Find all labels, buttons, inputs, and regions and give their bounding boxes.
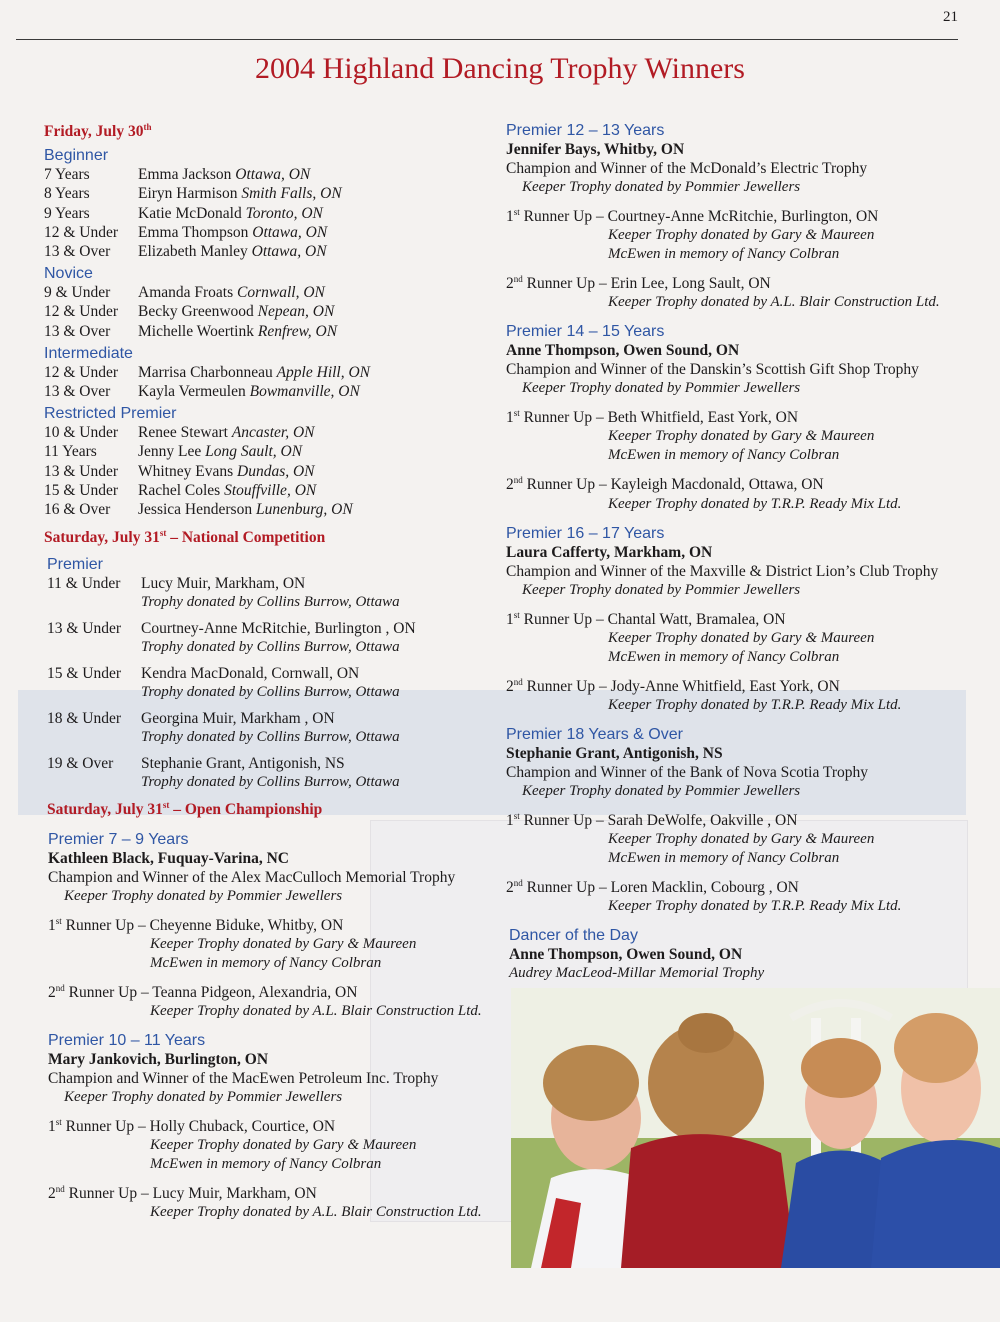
result-row (44, 382, 494, 401)
saturday-national-heading: Saturday, July 31st – National Competition (44, 528, 326, 547)
dancer-location: Ottawa, ON (251, 242, 327, 260)
result-row (44, 302, 494, 321)
dancer-name: Rachel Coles (138, 481, 221, 499)
runner-ordinal-suffix: st (55, 1116, 62, 1127)
runner-up-text: Runner Up – Kayleigh Macdonald, Ottawa, ON (522, 476, 824, 494)
runner-up-line (506, 270, 966, 293)
age-group: 8 Years (44, 185, 90, 203)
national-entries (47, 574, 494, 792)
runner-ordinal-suffix: nd (55, 982, 65, 993)
runner-trophy-note: Keeper Trophy donated by Gary & Maureen (608, 831, 875, 848)
national-entry (47, 664, 494, 702)
runner-trophy-note: Keeper Trophy donated by A.L. Blair Construction Ltd. (150, 1204, 482, 1221)
age-group: 9 & Under (44, 284, 111, 302)
dancer-location: Apple Hill, ON (276, 363, 371, 381)
result-row (44, 363, 494, 382)
dancer-name: Whitney Evans (138, 462, 234, 480)
age-group: 7 Years (44, 166, 90, 184)
dancer-location: Stouffville, ON (224, 481, 317, 499)
dancer-location: Nepean, ON (257, 303, 335, 321)
age-group: 11 Years (44, 443, 97, 461)
runner-up-text: Runner Up – Jody-Anne Whitfield, East York, ON (522, 677, 840, 695)
age-group: 16 & Over (44, 501, 111, 518)
dancers-illustration (511, 988, 1000, 1268)
dancer-name: Eiryn Harmison (138, 185, 238, 203)
age-group: 12 & Under (44, 303, 119, 321)
right-column (506, 122, 966, 983)
runner-up-text: Runner Up – Teanna Pidgeon, Alexandria, ON (64, 983, 358, 1001)
runner-ordinal-suffix: nd (55, 1183, 65, 1194)
premier-category: Premier 10 – 11 Years (48, 1031, 206, 1049)
dancer-location: Dundas, ON (237, 462, 315, 480)
premier-block (506, 525, 966, 715)
age-group: 12 & Under (44, 363, 119, 381)
age-group: 11 & Under (47, 575, 121, 593)
keeper-note: Keeper Trophy donated by Pommier Jewellers (522, 581, 801, 598)
premier-block (506, 323, 966, 513)
dancer-name: Elizabeth Manley (138, 242, 248, 260)
runner-ordinal: 2 (48, 1185, 56, 1203)
runner-trophy-note: Keeper Trophy donated by T.R.P. Ready Mix Ltd. (608, 696, 902, 713)
runner-up-text: Runner Up – Courtney-Anne McRitchie, Burlington, ON (519, 208, 879, 226)
premier-block (48, 831, 494, 1021)
dancer-name: Georgina Muir, Markham , ON (141, 710, 335, 728)
runner-trophy-note: Keeper Trophy donated by A.L. Blair Construction Ltd. (608, 294, 940, 311)
premier-category: Premier 7 – 9 Years (48, 830, 189, 848)
dancers-photo (511, 988, 1000, 1268)
result-row (44, 204, 494, 223)
runner-up-line (506, 673, 966, 696)
age-group: 15 & Under (44, 481, 119, 499)
premier-category: Premier 16 – 17 Years (506, 524, 665, 542)
champion-trophy: Champion and Winner of the McDonald’s Electric Trophy (506, 160, 868, 177)
result-row (44, 481, 494, 500)
runner-trophy-note: Keeper Trophy donated by T.R.P. Ready Mix Ltd. (608, 898, 902, 915)
runner-up-text: Runner Up – Cheyenne Biduke, Whitby, ON (61, 916, 344, 934)
national-entry (47, 709, 494, 747)
runner-trophy-note: Keeper Trophy donated by Gary & Maureen (608, 629, 875, 646)
category-intermediate: Intermediate (44, 344, 133, 362)
result-row (44, 283, 494, 302)
national-entry (47, 619, 494, 657)
dancer-name: Courtney-Anne McRitchie, Burlington , ON (141, 620, 416, 638)
runner-ordinal-suffix: st (513, 408, 520, 419)
champion-trophy: Champion and Winner of the Alex MacCulloch Memorial Trophy (48, 868, 456, 886)
trophy-note: Trophy donated by Collins Burrow, Ottawa (141, 639, 400, 656)
trophy-note: Trophy donated by Collins Burrow, Ottawa (141, 774, 400, 791)
dancer-name: Stephanie Grant, Antigonish, NS (141, 755, 345, 773)
runner-trophy-note: McEwen in memory of Nancy Colbran (608, 648, 840, 665)
runner-ordinal: 1 (506, 610, 514, 628)
dancer-location: Smith Falls, ON (241, 185, 342, 203)
saturday-open-heading: Saturday, July 31st – Open Championship (47, 800, 323, 819)
dancer-location: Bowmanville, ON (249, 382, 360, 400)
dancer-name: Kendra MacDonald, Cornwall, ON (141, 665, 360, 683)
age-group: 13 & Over (44, 242, 111, 260)
dancer-of-day-block (509, 927, 966, 983)
friday-heading: Friday, July 30th (44, 122, 152, 141)
runner-up-line (506, 471, 966, 494)
premier-block (48, 1032, 494, 1222)
runner-up-text: Runner Up – Holly Chuback, Courtice, ON (61, 1117, 336, 1135)
runner-up-line (48, 979, 494, 1002)
age-group: 19 & Over (47, 755, 114, 773)
category-beginner: Beginner (44, 147, 109, 165)
runner-ordinal: 1 (48, 1117, 56, 1135)
dancer-name: Kayla Vermeulen (138, 382, 246, 400)
right-premier-blocks (506, 122, 966, 916)
dancer-name: Emma Jackson (138, 166, 232, 184)
age-group: 9 Years (44, 204, 90, 222)
left-premier-blocks (48, 831, 494, 1223)
left-column (44, 122, 494, 1222)
result-row (44, 442, 494, 461)
runner-trophy-note: Keeper Trophy donated by Gary & Maureen (608, 227, 875, 244)
champion-name: Anne Thompson, Owen Sound, ON (506, 342, 740, 360)
champion-name: Stephanie Grant, Antigonish, NS (506, 744, 723, 762)
dancer-name: Becky Greenwood (138, 303, 254, 321)
dancer-location: Ottawa, ON (235, 166, 311, 184)
runner-trophy-note: McEwen in memory of Nancy Colbran (150, 1155, 382, 1172)
premier-block (506, 122, 966, 312)
dancer-name: Katie McDonald (138, 204, 242, 222)
champion-name: Jennifer Bays, Whitby, ON (506, 141, 685, 158)
premier-block (506, 726, 966, 916)
dancer-name: Michelle Woertink (138, 322, 254, 340)
national-entry-line (47, 574, 494, 593)
dancer-location: Long Sault, ON (205, 443, 303, 461)
champion-trophy: Champion and Winner of the Danskin’s Scottish Gift Shop Trophy (506, 361, 919, 379)
dancer-name: Amanda Froats (138, 284, 234, 302)
keeper-note: Keeper Trophy donated by Pommier Jewellers (522, 782, 801, 799)
runner-up-text: Runner Up – Chantal Watt, Bramalea, ON (519, 610, 786, 628)
premier-category: Premier 12 – 13 Years (506, 122, 665, 139)
result-row (44, 165, 494, 184)
runner-up-line (506, 203, 966, 226)
national-entry (47, 754, 494, 792)
runner-trophy-note: Keeper Trophy donated by A.L. Blair Construction Ltd. (150, 1002, 482, 1019)
category-novice: Novice (44, 265, 93, 283)
runner-ordinal: 2 (48, 983, 56, 1001)
runner-trophy-note: Keeper Trophy donated by Gary & Maureen (608, 428, 875, 445)
age-group: 13 & Over (44, 382, 111, 400)
national-entry-line (47, 709, 494, 728)
runner-ordinal-suffix: nd (513, 878, 523, 889)
keeper-note: Keeper Trophy donated by Pommier Jewellers (522, 179, 801, 195)
dancer-location: Renfrew, ON (257, 322, 338, 340)
category-premier: Premier (47, 556, 104, 574)
runner-up-text: Runner Up – Erin Lee, Long Sault, ON (522, 275, 771, 293)
page-title: 2004 Highland Dancing Trophy Winners (255, 52, 745, 85)
result-row (44, 322, 494, 341)
premier-category: Premier 18 Years & Over (506, 725, 683, 743)
dancer-of-day-trophy: Audrey MacLeod-Millar Memorial Trophy (509, 965, 765, 982)
runner-ordinal: 1 (506, 208, 514, 226)
dancer-of-day-title: Dancer of the Day (509, 927, 638, 945)
keeper-note: Keeper Trophy donated by Pommier Jewellers (64, 887, 343, 904)
result-row (44, 184, 494, 203)
trophy-note: Trophy donated by Collins Burrow, Ottawa (141, 594, 400, 611)
runner-up-line (506, 606, 966, 629)
trophy-note: Trophy donated by Collins Burrow, Ottawa (141, 729, 400, 746)
national-entry (47, 574, 494, 612)
runner-ordinal: 2 (506, 677, 514, 695)
result-row (44, 423, 494, 442)
result-row (44, 242, 494, 261)
dancer-location: Ancaster, ON (231, 424, 315, 442)
champion-trophy: Champion and Winner of the MacEwen Petroleum Inc. Trophy (48, 1069, 439, 1087)
dancer-name: Jessica Henderson (138, 501, 253, 518)
trophy-note: Trophy donated by Collins Burrow, Ottawa (141, 684, 400, 701)
national-entry-line (47, 619, 494, 638)
dancer-name: Jenny Lee (138, 443, 202, 461)
top-rule (16, 39, 958, 40)
champion-name: Kathleen Black, Fuquay-Varina, NC (48, 849, 289, 867)
runner-ordinal: 1 (506, 812, 514, 830)
runner-up-line (48, 1180, 494, 1203)
result-row (44, 223, 494, 242)
age-group: 13 & Over (44, 322, 111, 340)
runner-ordinal-suffix: nd (513, 676, 523, 687)
category-restricted-premier: Restricted Premier (44, 405, 177, 423)
dancer-location: Toronto, ON (245, 204, 323, 222)
runner-ordinal-suffix: st (55, 915, 62, 926)
runner-up-text: Runner Up – Lucy Muir, Markham, ON (64, 1185, 317, 1203)
result-row (44, 500, 494, 519)
runner-up-line (506, 874, 966, 897)
runner-up-line (506, 807, 966, 830)
keeper-note: Keeper Trophy donated by Pommier Jewellers (522, 380, 801, 397)
runner-up-text: Runner Up – Beth Whitfield, East York, ON (519, 409, 799, 427)
runner-up-text: Runner Up – Loren Macklin, Cobourg , ON (522, 879, 799, 897)
keeper-note: Keeper Trophy donated by Pommier Jewellers (64, 1088, 343, 1105)
runner-up-line (506, 404, 966, 427)
runner-ordinal-suffix: st (513, 810, 520, 821)
runner-ordinal: 2 (506, 275, 514, 293)
runner-ordinal-suffix: st (513, 609, 520, 620)
runner-ordinal-suffix: nd (513, 274, 523, 285)
dancer-location: Ottawa, ON (252, 223, 328, 241)
runner-ordinal: 2 (506, 879, 514, 897)
age-group: 15 & Under (47, 665, 122, 683)
champion-trophy: Champion and Winner of the Maxville & District Lion’s Club Trophy (506, 562, 939, 580)
runner-up-text: Runner Up – Sarah DeWolfe, Oakville , ON (519, 812, 798, 830)
age-group: 13 & Under (44, 462, 119, 480)
age-group: 13 & Under (47, 620, 122, 638)
runner-trophy-note: McEwen in memory of Nancy Colbran (608, 246, 840, 263)
runner-trophy-note: Keeper Trophy donated by Gary & Maureen (150, 935, 417, 952)
result-row (44, 462, 494, 481)
national-entry-line (47, 754, 494, 773)
dancer-location: Cornwall, ON (237, 284, 325, 302)
age-group: 12 & Under (44, 223, 119, 241)
runner-up-line (48, 1113, 494, 1136)
premier-category: Premier 14 – 15 Years (506, 323, 665, 341)
dancer-of-day-winner: Anne Thompson, Owen Sound, ON (509, 946, 743, 964)
champion-name: Mary Jankovich, Burlington, ON (48, 1050, 269, 1068)
runner-up-line (48, 912, 494, 935)
runner-ordinal: 1 (506, 409, 514, 427)
dancer-location: Lunenburg, ON (255, 501, 353, 518)
dancer-name: Lucy Muir, Markham, ON (141, 575, 306, 593)
runner-ordinal-suffix: st (513, 207, 520, 217)
dancer-name: Renee Stewart (138, 424, 228, 442)
age-group: 10 & Under (44, 424, 119, 442)
dancer-name: Emma Thompson (138, 223, 249, 241)
runner-trophy-note: McEwen in memory of Nancy Colbran (608, 850, 840, 867)
runner-trophy-note: McEwen in memory of Nancy Colbran (150, 954, 382, 971)
champion-trophy: Champion and Winner of the Bank of Nova Scotia Trophy (506, 763, 869, 781)
champion-name: Laura Cafferty, Markham, ON (506, 543, 713, 561)
runner-trophy-note: Keeper Trophy donated by Gary & Maureen (150, 1136, 417, 1153)
runner-ordinal-suffix: nd (513, 475, 523, 486)
friday-sections (44, 147, 494, 519)
age-group: 18 & Under (47, 710, 122, 728)
runner-trophy-note: Keeper Trophy donated by T.R.P. Ready Mix Ltd. (608, 495, 902, 512)
runner-ordinal: 1 (48, 916, 56, 934)
national-entry-line (47, 664, 494, 683)
page-number: 21 (943, 9, 958, 25)
dancer-name: Marrisa Charbonneau (138, 363, 273, 381)
runner-ordinal: 2 (506, 476, 514, 494)
runner-trophy-note: McEwen in memory of Nancy Colbran (608, 447, 840, 464)
